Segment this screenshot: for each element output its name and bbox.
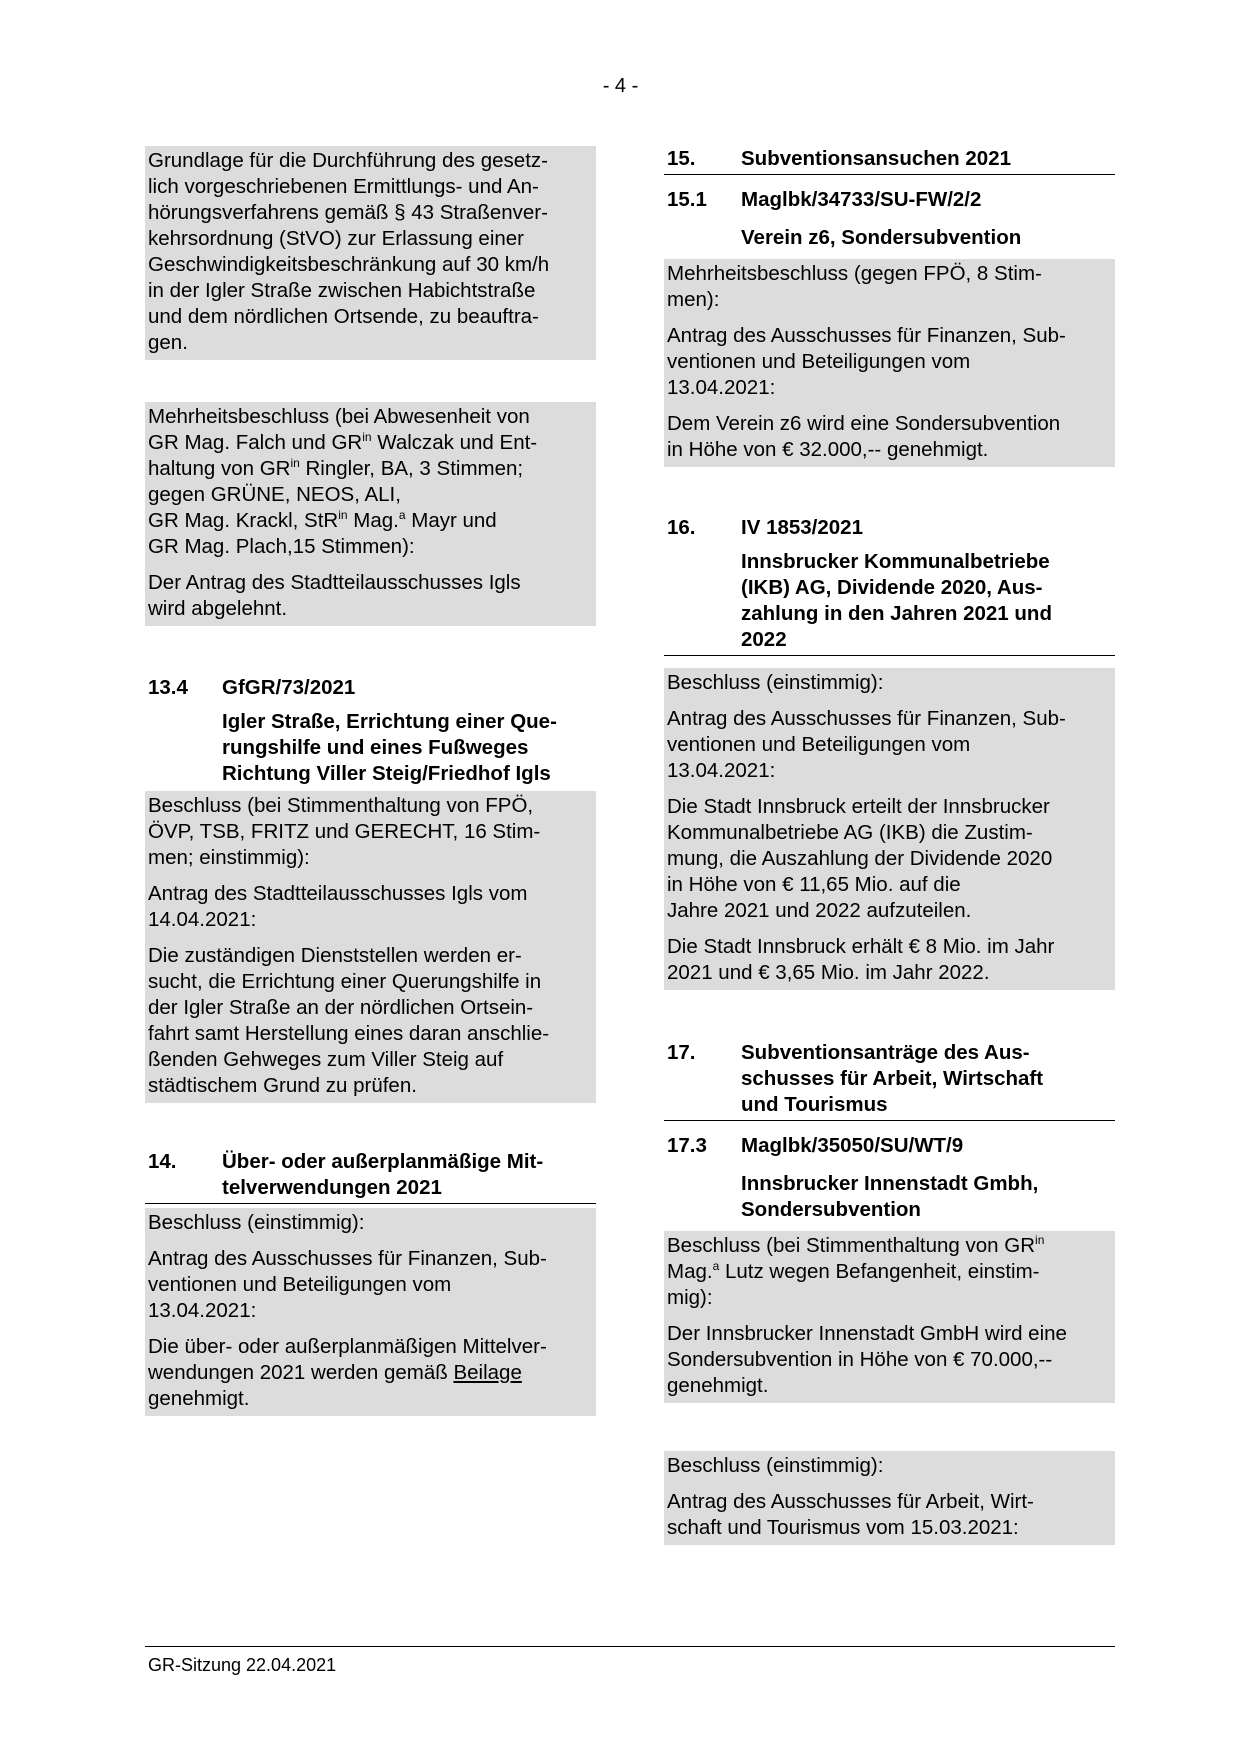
section-14 bbox=[145, 1149, 596, 1416]
section-reference: Maglbk/35050/SU/WT/9 bbox=[741, 1134, 964, 1157]
section-title: Igler Straße, Errichtung einer Que- rungshilfe und eines Fußweges Richtung Viller Steig/Friedhof Igls bbox=[222, 710, 557, 785]
section-17 bbox=[664, 1040, 1115, 1121]
section-reference: Maglbk/34733/SU-FW/2/2 bbox=[741, 188, 982, 211]
decision-text: Die zuständigen Dienststellen werden er- sucht, die Errichtung einer Querungshilfe in der Igler Straße an der nördlichen Ortsein- fahrt samt Herstellung eines daran anschlie- ßenden Gehweges zum Viller Steig auf städtischem Grund zu prüfen. bbox=[148, 944, 550, 1097]
section-title: Verein z6, Sondersubvention bbox=[741, 226, 1022, 249]
resolution-block-continued bbox=[664, 1451, 1115, 1545]
resolution-text-block bbox=[145, 146, 596, 360]
section-number: 15. bbox=[667, 147, 696, 170]
decision-text: Die über- oder außerplanmäßigen Mittelver- wendungen 2021 werden gemäß Beilage genehmigt. bbox=[148, 1335, 547, 1410]
section-number: 14. bbox=[148, 1150, 177, 1173]
section-number: 16. bbox=[667, 516, 696, 539]
decision-text: Der Antrag des Stadtteilausschusses Igls wird abgelehnt. bbox=[148, 571, 521, 620]
resolution-block bbox=[664, 259, 1115, 467]
section-15-heading bbox=[664, 146, 1115, 175]
section-reference: GfGR/73/2021 bbox=[222, 676, 356, 699]
decision-text: Die Stadt Innsbruck erhält € 8 Mio. im Jahr 2021 und € 3,65 Mio. im Jahr 2022. bbox=[667, 935, 1055, 984]
section-heading bbox=[664, 1040, 1115, 1121]
attachment-link[interactable]: Beilage bbox=[453, 1361, 522, 1384]
decision-text: Dem Verein z6 wird eine Sondersubvention in Höhe von € 32.000,-- genehmigt. bbox=[667, 412, 1061, 461]
vote-text: Beschluss (bei Stimmenthaltung von FPÖ, ÖVP, TSB, FRITZ und GERECHT, 16 Stim- men; einstimmig): bbox=[148, 794, 541, 869]
decision-text: Der Innsbrucker Innenstadt GmbH wird eine Sondersubvention in Höhe von € 70.000,-- genehmigt. bbox=[667, 1322, 1067, 1397]
section-title: Innsbrucker Kommunalbetriebe (IKB) AG, Dividende 2020, Aus- zahlung in den Jahren 2021 und 2022 bbox=[664, 549, 1115, 656]
section-heading bbox=[145, 675, 596, 701]
resolution-block bbox=[145, 791, 596, 1103]
resolution-block bbox=[664, 668, 1115, 990]
paragraph: Grundlage für die Durchführung des gesetz- lich vorgeschriebenen Ermittlungs- und An- hörungsverfahrens gemäß § 43 Straßenver- kehrsordnung (StVO) zur Erlassung einer Geschwindigkeitsbeschränkung auf 30 km/h in der Igler Straße zwischen Habichtstraße und dem nördlichen Ortsende, zu beauftra- gen. bbox=[148, 149, 550, 354]
section-title: Über- oder außerplanmäßige Mit- telverwendungen 2021 bbox=[222, 1150, 544, 1199]
decision-text: Die Stadt Innsbruck erteilt der Innsbrucker Kommunalbetriebe AG (IKB) die Zustim- mung, die Auszahlung der Dividende 2020 in Höhe von € 11,65 Mio. auf die Jahre 2021 und 2022 aufzuteilen. bbox=[667, 795, 1053, 922]
section-17-3 bbox=[664, 1133, 1115, 1403]
section-heading bbox=[664, 515, 1115, 541]
footer-text: GR-Sitzung 22.04.2021 bbox=[148, 1655, 337, 1675]
motion-text: Antrag des Ausschusses für Arbeit, Wirt- schaft und Tourismus vom 15.03.2021: bbox=[667, 1490, 1034, 1539]
motion-text: Antrag des Stadtteilausschusses Igls vom 14.04.2021: bbox=[148, 882, 528, 931]
section-number: 17.3 bbox=[667, 1134, 707, 1157]
vote-text: Beschluss (bei Stimmenthaltung von $GR^{in}$ Mag.$^a$ Lutz wegen Befangenheit, einstim- mig): bbox=[667, 1233, 1045, 1309]
vote-text: Beschluss (einstimmig): bbox=[667, 1454, 884, 1477]
vote-result-block bbox=[145, 402, 596, 626]
section-title: Subventionsansuchen 2021 bbox=[741, 147, 1012, 170]
motion-text: Antrag des Ausschusses für Finanzen, Sub- ventionen und Beteiligungen vom 13.04.2021: bbox=[667, 324, 1066, 399]
right-column bbox=[664, 146, 1115, 1545]
section-heading bbox=[664, 187, 1115, 213]
resolution-block bbox=[664, 1231, 1115, 1403]
section-number: 13.4 bbox=[148, 676, 188, 699]
vote-text: Mehrheitsbeschluss (bei Abwesenheit von GR Mag. Falch und $GR^{in}$ Walczak und Ent- haltung von $GR^{in}$ Ringler, BA, 3 Stimmen; gegen GRÜNE, NEOS, ALI, GR Mag. Krackl, StR$^{in}$ Mag.$^a$ Mayr und GR Mag. Plach,15 Stimmen): bbox=[148, 405, 538, 558]
resolution-block bbox=[145, 1208, 596, 1416]
vote-text: Mehrheitsbeschluss (gegen FPÖ, 8 Stim- men): bbox=[667, 262, 1042, 311]
section-13-4 bbox=[145, 675, 596, 1103]
motion-text: Antrag des Ausschusses für Finanzen, Sub- ventionen und Beteiligungen vom 13.04.2021: bbox=[667, 707, 1066, 782]
section-number: 15.1 bbox=[667, 188, 707, 211]
footer-divider bbox=[145, 1646, 1115, 1647]
section-title: Innsbrucker Innenstadt Gmbh, Sondersubvention bbox=[741, 1172, 1039, 1221]
section-heading bbox=[145, 1149, 596, 1204]
section-number: 17. bbox=[667, 1041, 696, 1064]
left-column bbox=[145, 146, 596, 1416]
page-number: - 4 - bbox=[602, 75, 639, 97]
section-title: Subventionsanträge des Aus- schusses für Arbeit, Wirtschaft und Tourismus bbox=[741, 1041, 1044, 1116]
motion-text: Antrag des Ausschusses für Finanzen, Sub- ventionen und Beteiligungen vom 13.04.2021: bbox=[148, 1247, 547, 1322]
vote-text: Beschluss (einstimmig): bbox=[148, 1211, 365, 1234]
section-16 bbox=[664, 515, 1115, 990]
section-15-1 bbox=[664, 187, 1115, 467]
vote-text: Beschluss (einstimmig): bbox=[667, 671, 884, 694]
section-heading bbox=[664, 1133, 1115, 1159]
section-reference: IV 1853/2021 bbox=[741, 516, 863, 539]
